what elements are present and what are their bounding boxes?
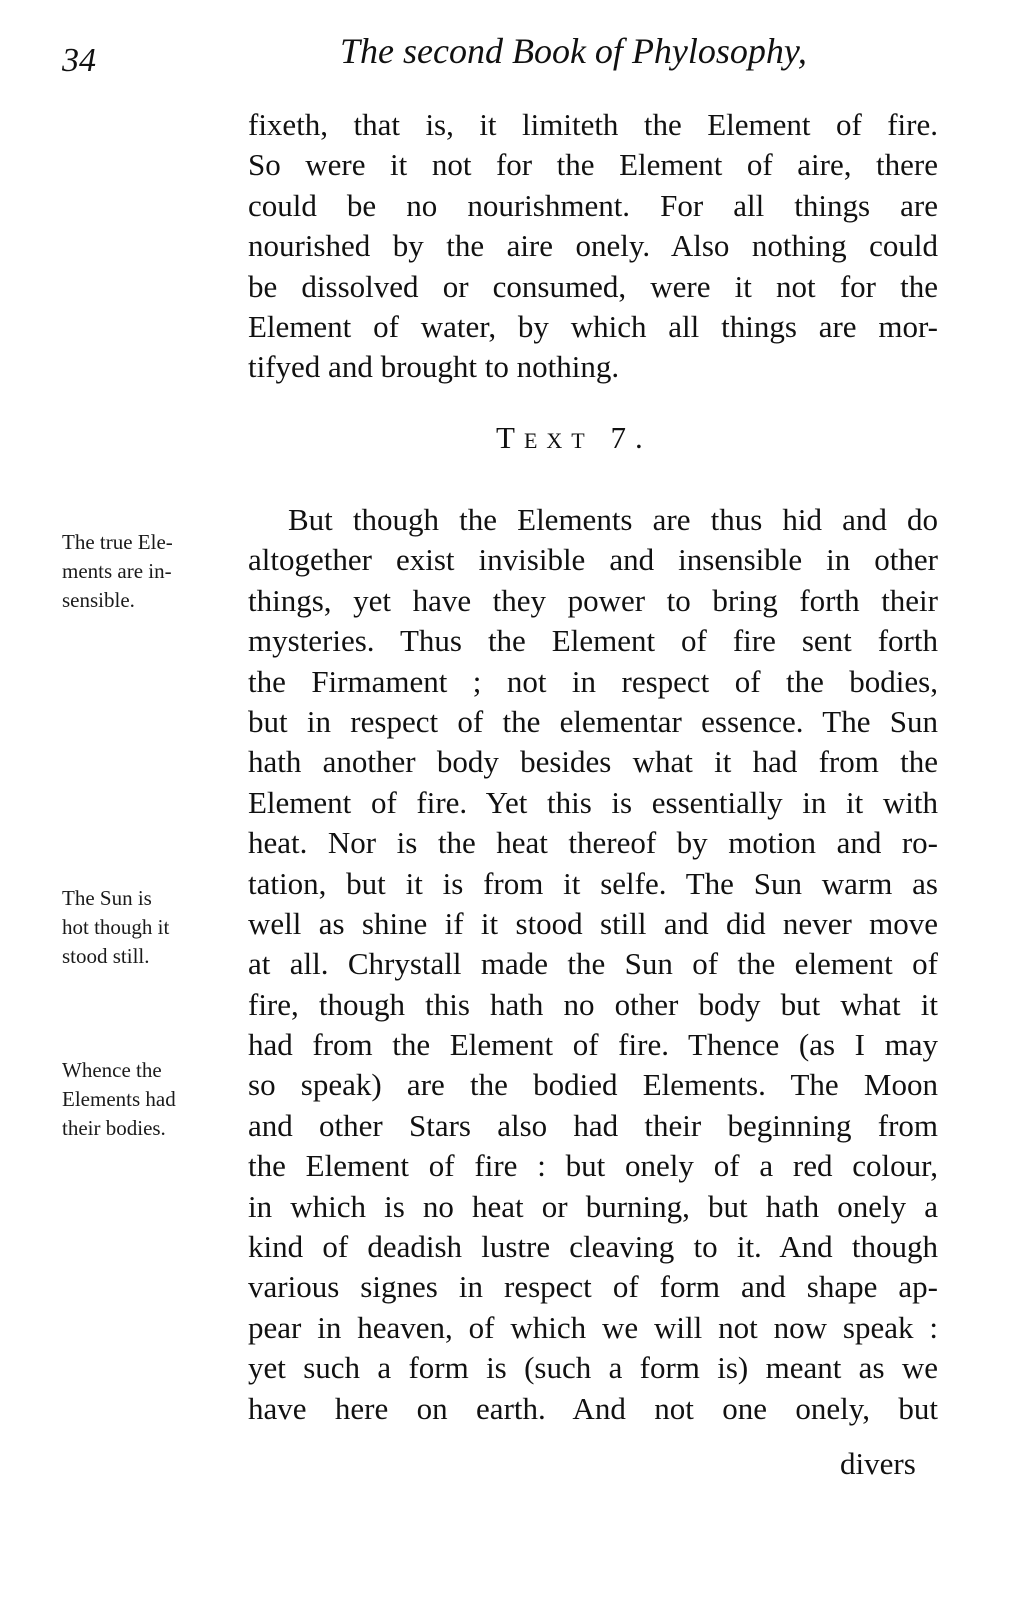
text-line: tation, but it is from it selfe. The Sun warm as (248, 865, 938, 901)
margin-note-elements-bodies (62, 1056, 240, 1143)
text-line: tifyed and brought to nothing. (248, 349, 620, 385)
text-line: fixeth, that is, it limiteth the Element of fire. (248, 107, 938, 142)
text-line: fire, though this hath no other body but what it (248, 986, 938, 1022)
text-line: nourished by the aire onely. Also nothing could (248, 228, 938, 264)
text-line: So were it not for the Element of aire, there (248, 147, 938, 183)
text-line: various signes in respect of form and shape ap- (248, 1269, 938, 1305)
margin-note-sun-hot (62, 884, 240, 971)
text-line: and other Stars also had their beginning from (248, 1107, 938, 1143)
text-line: so speak) are the bodied Elements. The Moon (248, 1067, 938, 1103)
margin-note-line: sensible. (62, 588, 135, 612)
text-line: Element of water, by which all things are mor- (248, 308, 938, 344)
margin-note-line: The Sun is (62, 886, 152, 910)
page-number: 34 (62, 42, 96, 79)
text-line: have here on earth. And not one onely, but (248, 1390, 938, 1426)
margin-note-line: hot though it (62, 915, 170, 939)
text-line: be dissolved or consumed, were it not for the (248, 268, 938, 304)
catchword: divers (840, 1446, 916, 1481)
text-line: pear in heaven, of which we will not now speak : (248, 1309, 938, 1345)
text-line: the Element of fire : but onely of a red colour, (248, 1148, 938, 1184)
text-line: heat. Nor is the heat thereof by motion and ro- (248, 825, 938, 861)
section-heading-rest: EXT (523, 428, 594, 453)
text-line: altogether exist invisible and insensible in other (248, 542, 938, 578)
section-heading-initial: T (496, 420, 524, 455)
text-line: hath another body besides what it had from the (248, 744, 938, 780)
text-line: yet such a form is (such a form is) meant as we (248, 1350, 938, 1386)
text-line: could be no nourishment. For all things are (248, 187, 938, 223)
text-line: Element of fire. Yet this is essentially in it with (248, 784, 938, 820)
text-line: but in respect of the elementar essence. The Sun (248, 703, 938, 739)
text-line: in which is no heat or burning, but hath onely a (248, 1188, 938, 1224)
margin-note-line: Elements had (62, 1087, 176, 1111)
text-line: at all. Chrystall made the Sun of the element of (248, 946, 938, 982)
section-heading (496, 420, 652, 456)
margin-note-line: Whence the (62, 1058, 162, 1082)
text-line: had from the Element of fire. Thence (as I may (248, 1027, 938, 1063)
margin-note-line: ments are in- (62, 559, 172, 583)
margin-note-line: their bodies. (62, 1116, 166, 1140)
margin-note-line: The true Ele- (62, 530, 173, 554)
margin-note-line: stood still. (62, 944, 150, 968)
text-line: mysteries. Thus the Element of fire sent forth (248, 623, 938, 659)
text-line: But though the Elements are thus hid and do (288, 502, 938, 537)
section-heading-number: 7. (610, 420, 652, 455)
running-title: The second Book of Phylosophy, (340, 31, 807, 71)
text-line: things, yet have they power to bring forth their (248, 582, 938, 618)
paragraph-top (248, 105, 938, 388)
text-line: well as shine if it stood still and did never move (248, 905, 938, 941)
margin-note-true-elements (62, 528, 240, 615)
text-line: the Firmament ; not in respect of the bodies, (248, 663, 938, 699)
paragraph-main (248, 500, 938, 1429)
text-line: kind of deadish lustre cleaving to it. And though (248, 1229, 938, 1265)
